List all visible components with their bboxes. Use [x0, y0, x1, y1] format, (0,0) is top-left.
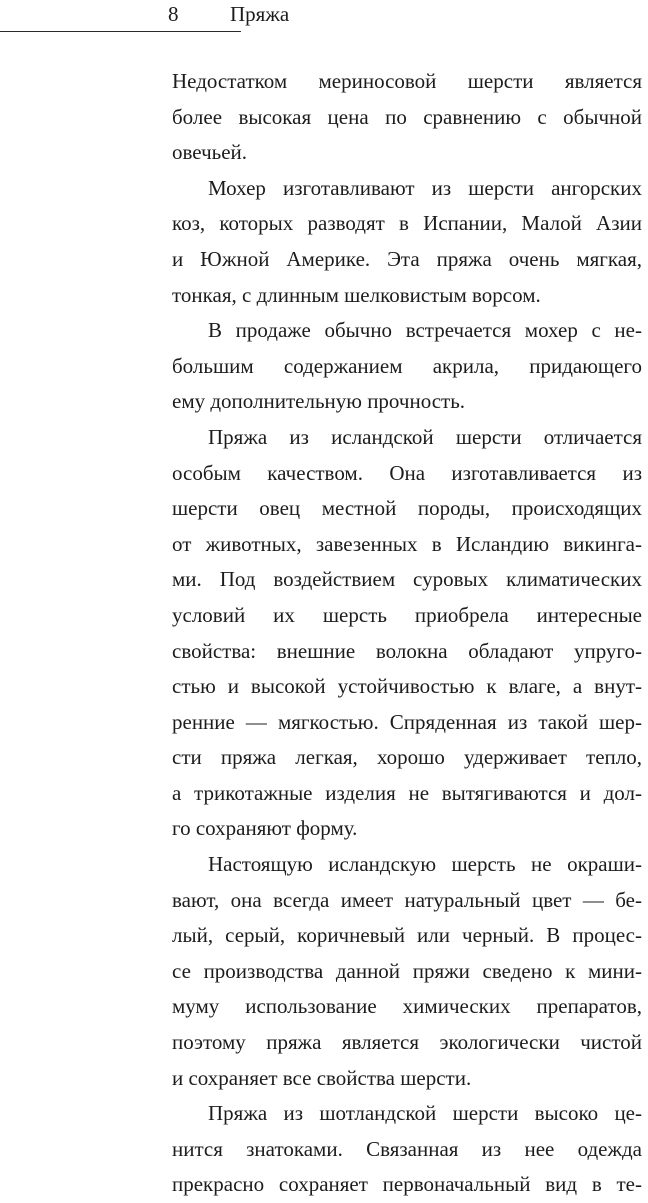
text-line: особым качеством. Она изготавливается из: [172, 460, 642, 485]
text-line: ему дополнительную прочность.: [172, 389, 466, 414]
text-line: нится знатоками. Связанная из нее одежда: [172, 1136, 642, 1161]
text-line: В продаже обычно встречается мохер с не-: [208, 318, 642, 343]
text-body: [172, 64, 642, 1203]
text-line: го сохраняют форму.: [172, 816, 358, 841]
text-line: поэтому пряжа является экологически чистой: [172, 1030, 642, 1055]
page-number: 8: [168, 2, 179, 26]
text-line: и сохраняет все свойства шерсти.: [172, 1065, 472, 1090]
text-line: ренние — мягкостью. Спряденная из такой шер-: [172, 709, 642, 734]
text-line: ми. Под воздействием суровых климатических: [172, 567, 642, 592]
text-line: свойства: внешние волокна обладают упруго-: [172, 638, 642, 663]
text-line: сти пряжа легкая, хорошо удерживает тепло,: [172, 745, 642, 770]
header-rule: [0, 31, 241, 32]
text-line: от животных, завезенных в Исландию викинга-: [172, 531, 642, 556]
paragraph: [172, 313, 642, 420]
text-line: Недостатком мериносовой шерсти является: [172, 69, 642, 93]
text-line: шерсти овец местной породы, происходящих: [172, 496, 642, 521]
text-line: коз, которых разводят в Испании, Малой Азии: [172, 211, 642, 236]
text-line: большим содержанием акрила, придающего: [172, 353, 642, 378]
paragraph: [172, 420, 642, 847]
text-line: лый, серый, коричневый или черный. В процес-: [172, 923, 642, 948]
paragraph: [172, 64, 642, 171]
text-line: Мохер изготавливают из шерсти ангорских: [208, 175, 642, 200]
text-line: овечьей.: [172, 140, 248, 165]
text-line: и Южной Америке. Эта пряжа очень мягкая,: [172, 246, 642, 271]
text-line: стью и высокой устойчивостью к влаге, а внут-: [172, 674, 642, 699]
text-line: муму использование химических препаратов,: [172, 994, 642, 1019]
paragraph: [172, 171, 642, 313]
text-line: тонкая, с длинным шелковистым ворсом.: [172, 282, 541, 307]
page-header: [0, 0, 648, 34]
text-line: условий их шерсть приобрела интересные: [172, 602, 642, 627]
text-line: Настоящую исландскую шерсть не окраши-: [208, 852, 642, 877]
text-line: Пряжа из исландской шерсти отличается: [208, 424, 642, 449]
text-line: вают, она всегда имеет натуральный цвет — бе-: [172, 887, 642, 912]
text-line: более высокая цена по сравнению с обычной: [172, 104, 642, 129]
running-title: Пряжа: [230, 2, 290, 26]
paragraph: [172, 1096, 642, 1203]
text-line: а трикотажные изделия не вытягиваются и дол-: [172, 780, 642, 805]
text-line: Пряжа из шотландской шерсти высоко це-: [208, 1101, 642, 1126]
paragraph: [172, 847, 642, 1096]
text-line: прекрасно сохраняет первоначальный вид в те-: [172, 1172, 642, 1197]
text-line: се производства данной пряжи сведено к мини-: [172, 958, 642, 983]
